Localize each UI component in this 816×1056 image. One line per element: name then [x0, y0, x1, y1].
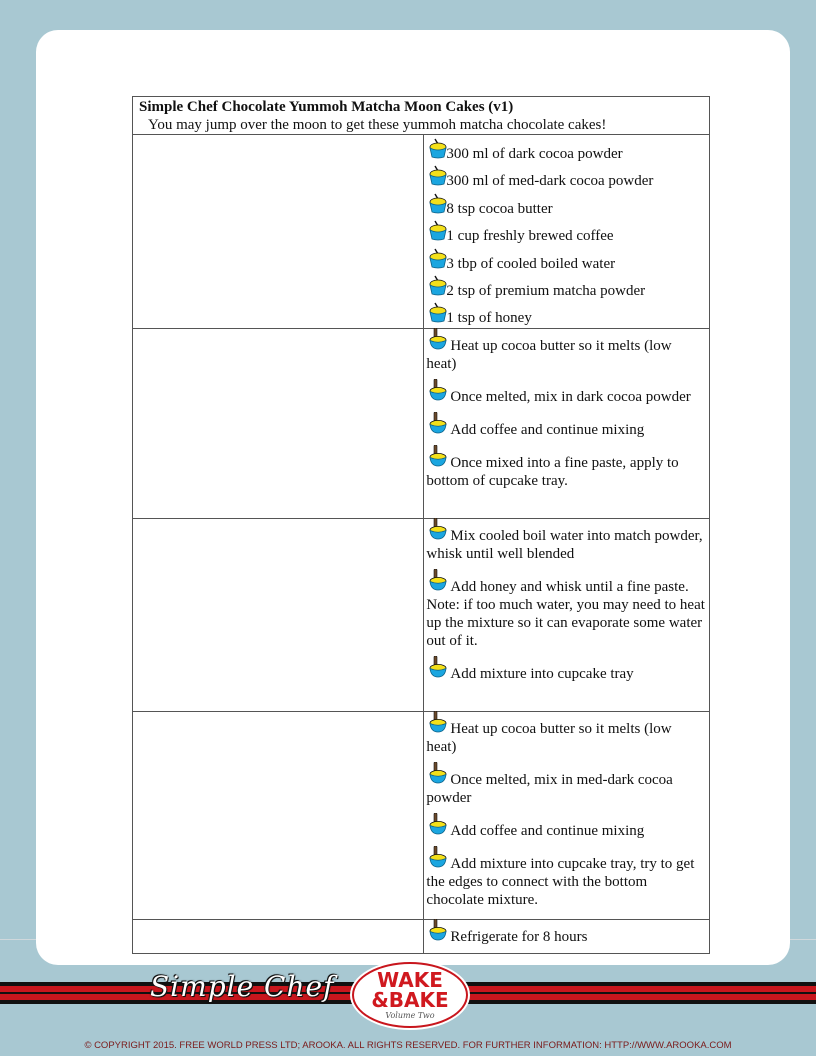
copyright-notice: © COPYRIGHT 2015. FREE WORLD PRESS LTD; AROOKA. ALL RIGHTS RESERVED. FOR FURTHER INFORMATION: HTTP://WWW.AROOKA.COM [84, 1040, 732, 1051]
step-text: Once melted, mix in med-dark cocoa powder [426, 771, 673, 806]
mixing-bowl-icon [426, 711, 448, 733]
ingredient-text: 2 tsp of premium matcha powder [446, 282, 646, 299]
mixing-bowl-icon [426, 813, 448, 835]
cupcake-icon [426, 138, 448, 160]
badge-line-2: &BAKE [371, 988, 449, 1012]
step-text: Add coffee and continue mixing [450, 421, 645, 438]
step-item [426, 379, 705, 406]
mixing-bowl-icon [426, 569, 448, 591]
brand-logo: Simple Chef [150, 970, 335, 1003]
step-image-cell [133, 518, 424, 711]
step-image-cell [133, 328, 424, 518]
step-item [426, 412, 705, 439]
ingredient-text: 3 tbp of cooled boiled water [446, 255, 616, 272]
step-item [426, 711, 705, 756]
step-text: Once melted, mix in dark cocoa powder [450, 388, 691, 405]
ingredient-text: 300 ml of med-dark cocoa powder [446, 173, 654, 190]
ingredients-image-cell [133, 135, 424, 329]
right-divider [790, 939, 816, 940]
step-item [426, 919, 705, 946]
step-text: Refrigerate for 8 hours [450, 928, 588, 945]
wake-bake-badge [352, 962, 468, 1028]
cupcake-icon [426, 193, 448, 215]
ingredient-text: 1 tsp of honey [446, 310, 532, 327]
ingredient-text: 300 ml of dark cocoa powder [446, 146, 623, 162]
cupcake-icon [426, 248, 448, 270]
cupcake-icon [426, 302, 448, 324]
step-item [426, 813, 705, 840]
mixing-bowl-icon [426, 445, 448, 467]
step-section-2 [424, 518, 710, 711]
ingredient-item [426, 300, 705, 327]
recipe-title: Simple Chef Chocolate Yummoh Matcha Moon Cakes (v1) [139, 99, 514, 115]
cupcake-icon [426, 275, 448, 297]
step-text: Add honey and whisk until a fine paste. [450, 578, 689, 595]
mixing-bowl-icon [426, 328, 448, 350]
ingredient-item [426, 273, 705, 300]
step-text: Add mixture into cupcake tray, try to get the edges to connect with the bottom chocolate mixture. [426, 855, 695, 908]
step-text: Heat up cocoa butter so it melts (low heat) [426, 337, 672, 372]
step-section-3 [424, 711, 710, 919]
step-item [426, 445, 705, 490]
ingredient-item [426, 218, 705, 245]
left-divider [0, 939, 36, 940]
ingredient-item [426, 246, 705, 273]
step-item [426, 328, 705, 373]
mixing-bowl-icon [426, 919, 448, 941]
ingredient-text: 1 cup freshly brewed coffee [446, 228, 614, 245]
step-text: Heat up cocoa butter so it melts (low heat) [426, 720, 672, 755]
step-section-4 [424, 919, 710, 953]
mixing-bowl-icon [426, 518, 448, 540]
step-item [426, 656, 705, 683]
step-text: Add mixture into cupcake tray [450, 665, 634, 682]
step-section-1 [424, 328, 710, 518]
mixing-bowl-icon [426, 412, 448, 434]
ingredient-item [426, 136, 705, 163]
mixing-bowl-icon [426, 656, 448, 678]
recipe-table [132, 96, 710, 954]
step-image-cell [133, 919, 424, 953]
cupcake-icon [426, 165, 448, 187]
mixing-bowl-icon [426, 846, 448, 868]
mixing-bowl-icon [426, 762, 448, 784]
badge-line-3: Volume Two [385, 1011, 435, 1020]
step-text: Add coffee and continue mixing [450, 822, 645, 839]
badge-line-1: WAKE [377, 968, 443, 992]
recipe-subtitle: You may jump over the moon to get these yummoh matcha chocolate cakes! [148, 117, 607, 133]
ingredient-item [426, 163, 705, 190]
cupcake-icon [426, 220, 448, 242]
ingredients-list [424, 135, 710, 329]
step-item [426, 569, 705, 650]
step-text: Mix cooled boil water into match powder, whisk until well blended [426, 527, 703, 562]
step-item [426, 846, 705, 909]
step-item [426, 762, 705, 807]
step-note: Note: if too much water, you may need to heat up the mixture so it can evaporate some water out of it. [426, 596, 705, 649]
step-text: Once mixed into a fine paste, apply to bottom of cupcake tray. [426, 454, 679, 489]
step-item [426, 518, 705, 563]
ingredient-text: 8 tsp cocoa butter [446, 200, 553, 217]
step-image-cell [133, 711, 424, 919]
ingredient-item [426, 191, 705, 218]
recipe-header [133, 97, 710, 135]
mixing-bowl-icon [426, 379, 448, 401]
